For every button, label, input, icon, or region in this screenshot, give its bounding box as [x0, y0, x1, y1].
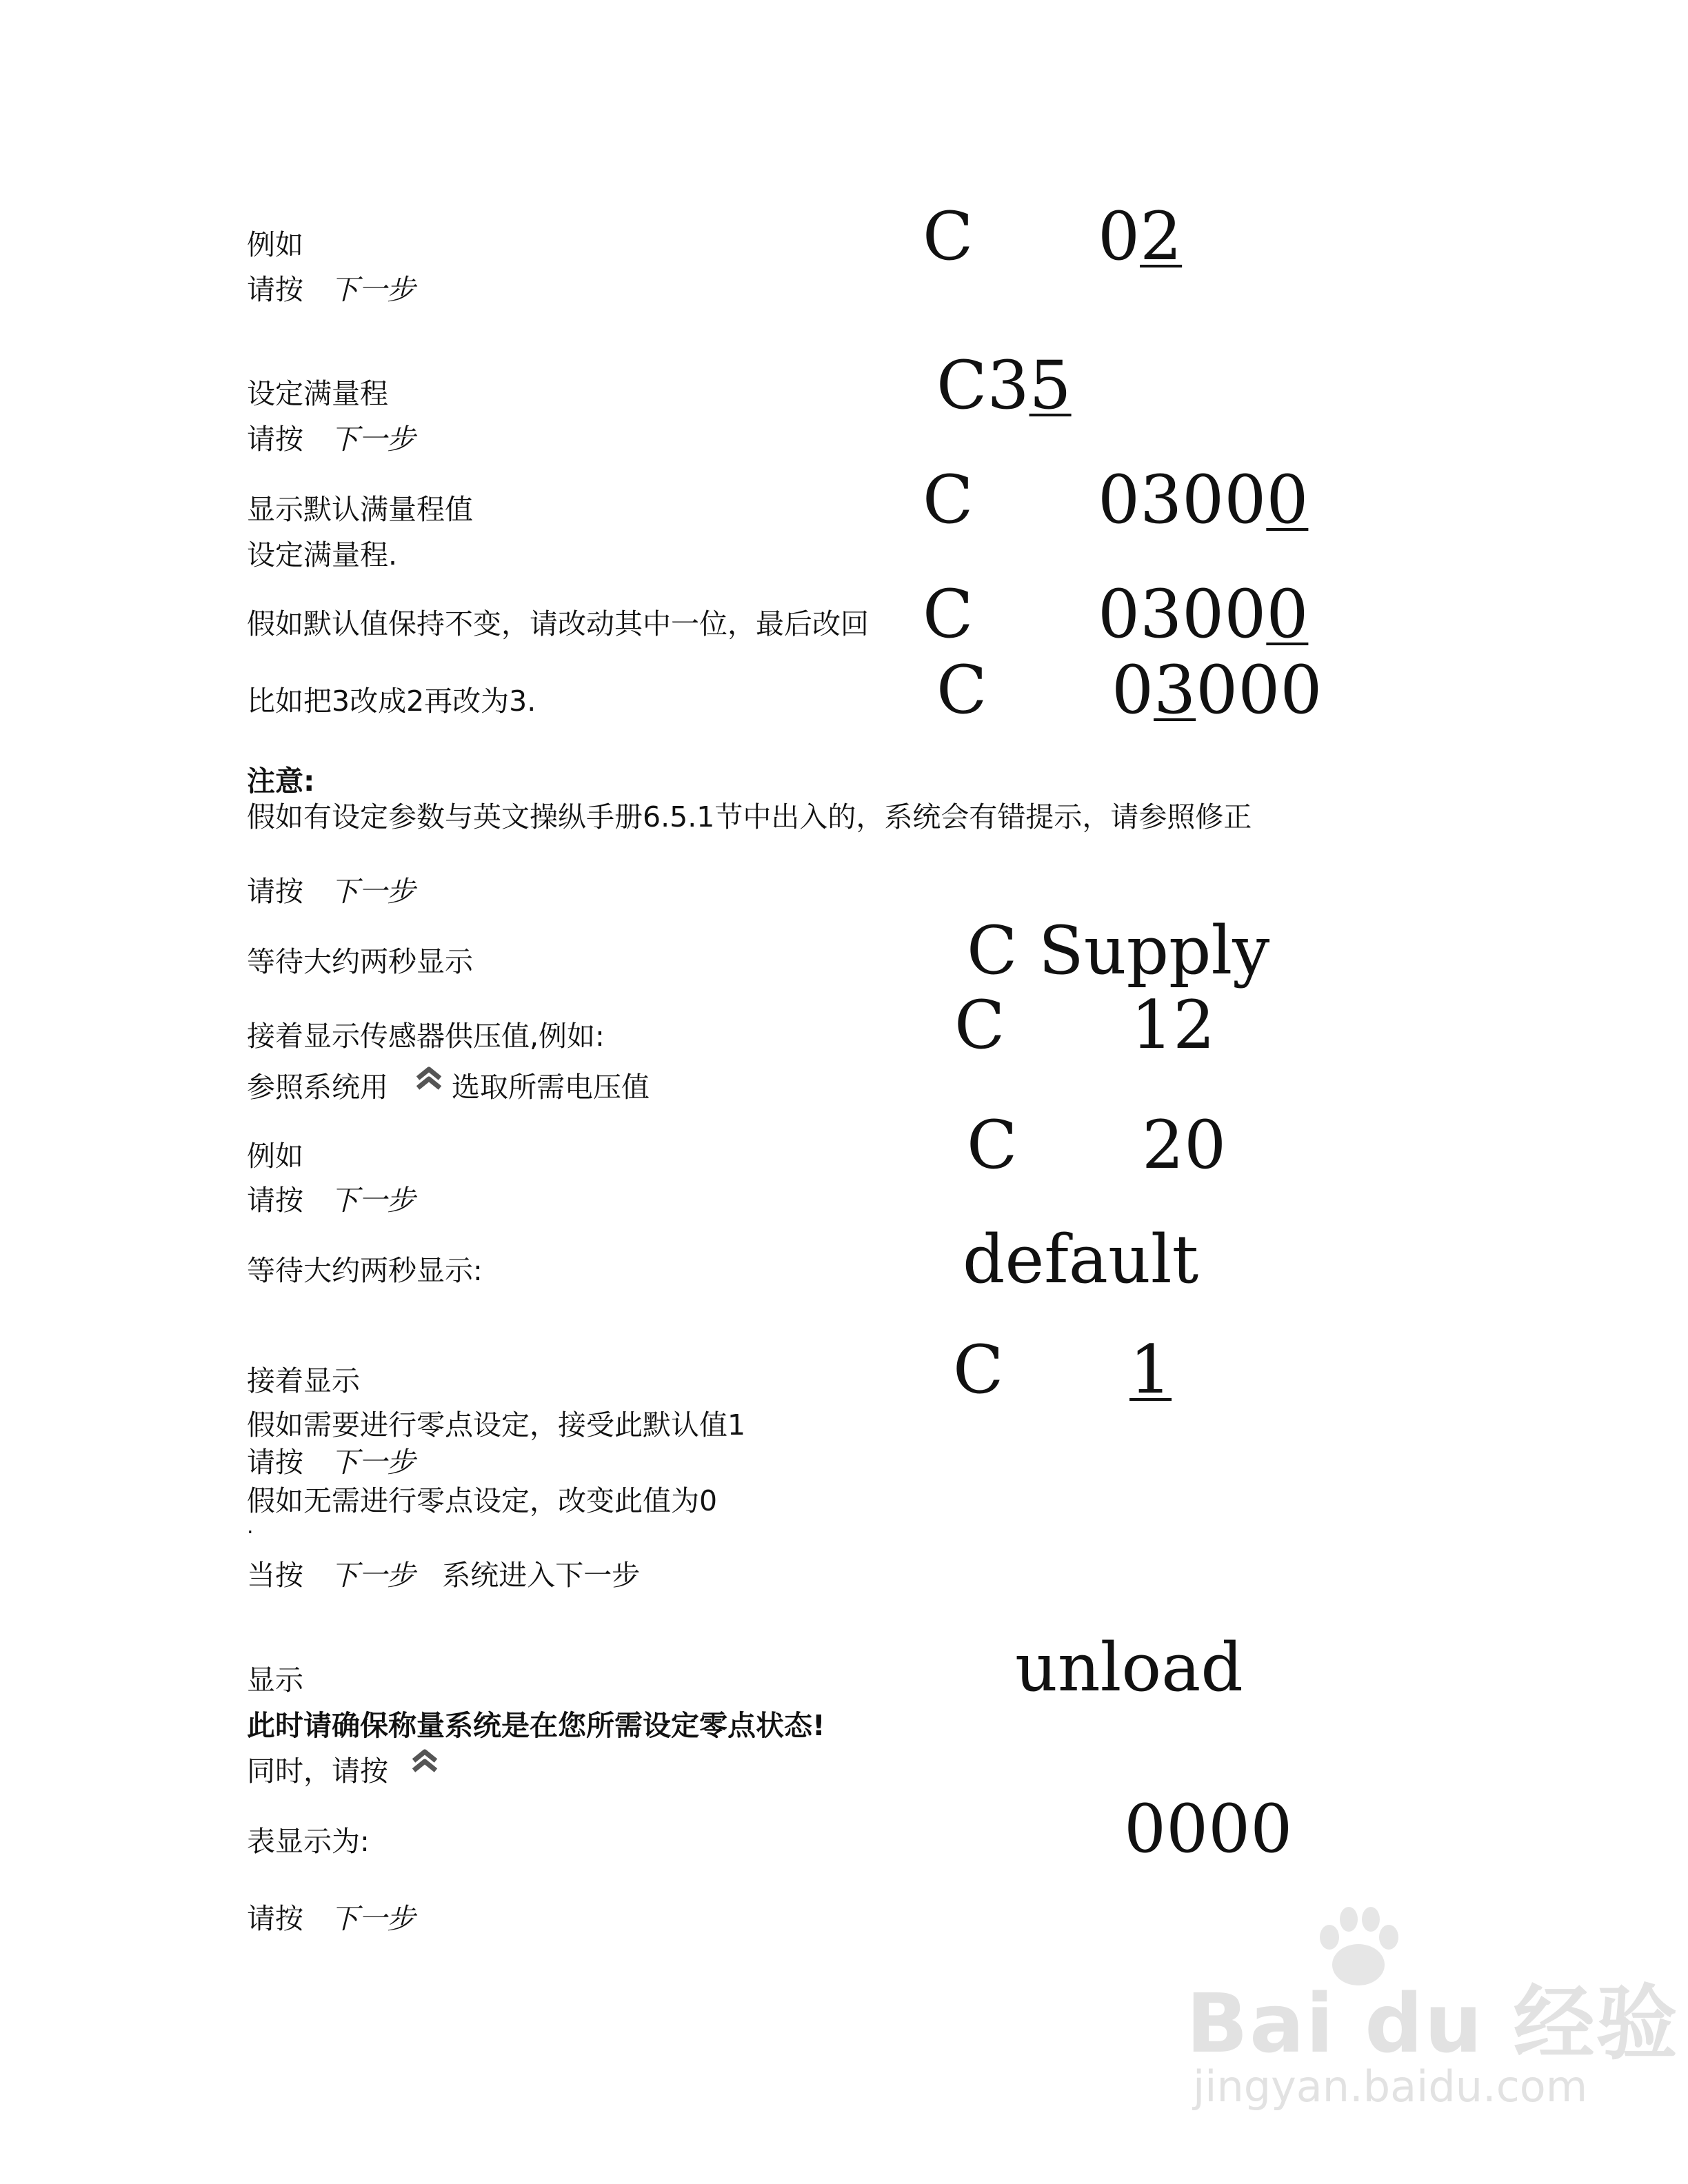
label-change-3-to-2: 比如把3改成2再改为3.	[247, 685, 536, 718]
display-value-3: 03000	[1098, 461, 1309, 538]
double-chevron-up-icon	[410, 1748, 440, 1775]
watermark-url: jingyan.baidu.com	[1193, 2061, 1588, 2112]
display-c35: C35	[936, 347, 1072, 424]
label-ensure-zero-state: 此时请确保称量系统是在您所需设定零点状态!	[247, 1709, 825, 1742]
label-keep-default: 假如默认值保持不变，请改动其中一位，最后改回	[247, 607, 869, 640]
note-title: 注意:	[247, 765, 315, 798]
note-text: 假如有设定参数与英文操纵手册6.5.1节中出入的，系统会有错提示，请参照修正	[247, 800, 1252, 833]
display-0000: 0000	[1124, 1790, 1293, 1868]
label-zero-setting-yes: 假如需要进行零点设定，接受此默认值1	[247, 1408, 746, 1442]
display-value-1-underlined: 1	[1129, 1331, 1172, 1408]
press-next-5: 请按 下一步	[247, 1446, 416, 1479]
display-value-5: 03000	[1112, 651, 1323, 729]
display-c-3: C	[923, 461, 974, 538]
display-value-4: 03000	[1098, 576, 1309, 653]
label-then-display: 接着显示	[247, 1364, 360, 1397]
label-meanwhile-press: 同时，请按	[247, 1755, 388, 1788]
label-wait-default: 等待大约两秒显示:	[247, 1254, 483, 1287]
display-default: default	[963, 1221, 1199, 1298]
watermark-brand: Bai du 经验	[1186, 1976, 1679, 2071]
label-press-next-enter: 当按 下一步 系统进入下一步	[247, 1559, 641, 1592]
label-zero-setting-no: 假如无需进行零点设定，改变此值为0	[247, 1484, 718, 1517]
label-wait-supply: 等待大约两秒显示	[247, 945, 473, 978]
label-supply-voltage: 接着显示传感器供压值,例如:	[247, 1020, 605, 1053]
label-example-1: 例如	[247, 228, 303, 261]
label-meter-shows: 表显示为:	[247, 1825, 370, 1858]
press-next-1: 请按 下一步	[247, 273, 416, 306]
press-next-2: 请按 下一步	[247, 423, 416, 456]
label-set-full-range: 设定满量程	[247, 377, 388, 410]
display-c-9: C	[967, 1106, 1018, 1184]
dot-mark: .	[247, 1515, 254, 1539]
press-next-3: 请按 下一步	[247, 875, 416, 908]
label-example-2: 例如	[247, 1140, 303, 1173]
label-select-voltage: 参照系统用 选取所需电压值	[247, 1071, 650, 1104]
display-value-12: 12	[1131, 987, 1216, 1064]
press-next-6: 请按 下一步	[247, 1902, 416, 1935]
display-unload: unload	[1015, 1629, 1243, 1706]
display-c-11: C	[953, 1331, 1004, 1408]
display-c-4: C	[923, 576, 974, 653]
display-value-1: 02	[1098, 198, 1183, 275]
display-c-8: C	[954, 987, 1005, 1064]
label-default-range: 显示默认满量程值	[247, 493, 473, 526]
display-value-20: 20	[1142, 1106, 1227, 1184]
display-c-supply: C Supply	[967, 912, 1270, 989]
display-c-5: C	[936, 651, 987, 729]
press-next-4: 请按 下一步	[247, 1184, 416, 1217]
double-chevron-up-icon	[414, 1066, 444, 1092]
display-c-1: C	[923, 198, 974, 275]
label-display-unload: 显示	[247, 1664, 303, 1697]
label-set-range-sub: 设定满量程.	[247, 538, 398, 572]
